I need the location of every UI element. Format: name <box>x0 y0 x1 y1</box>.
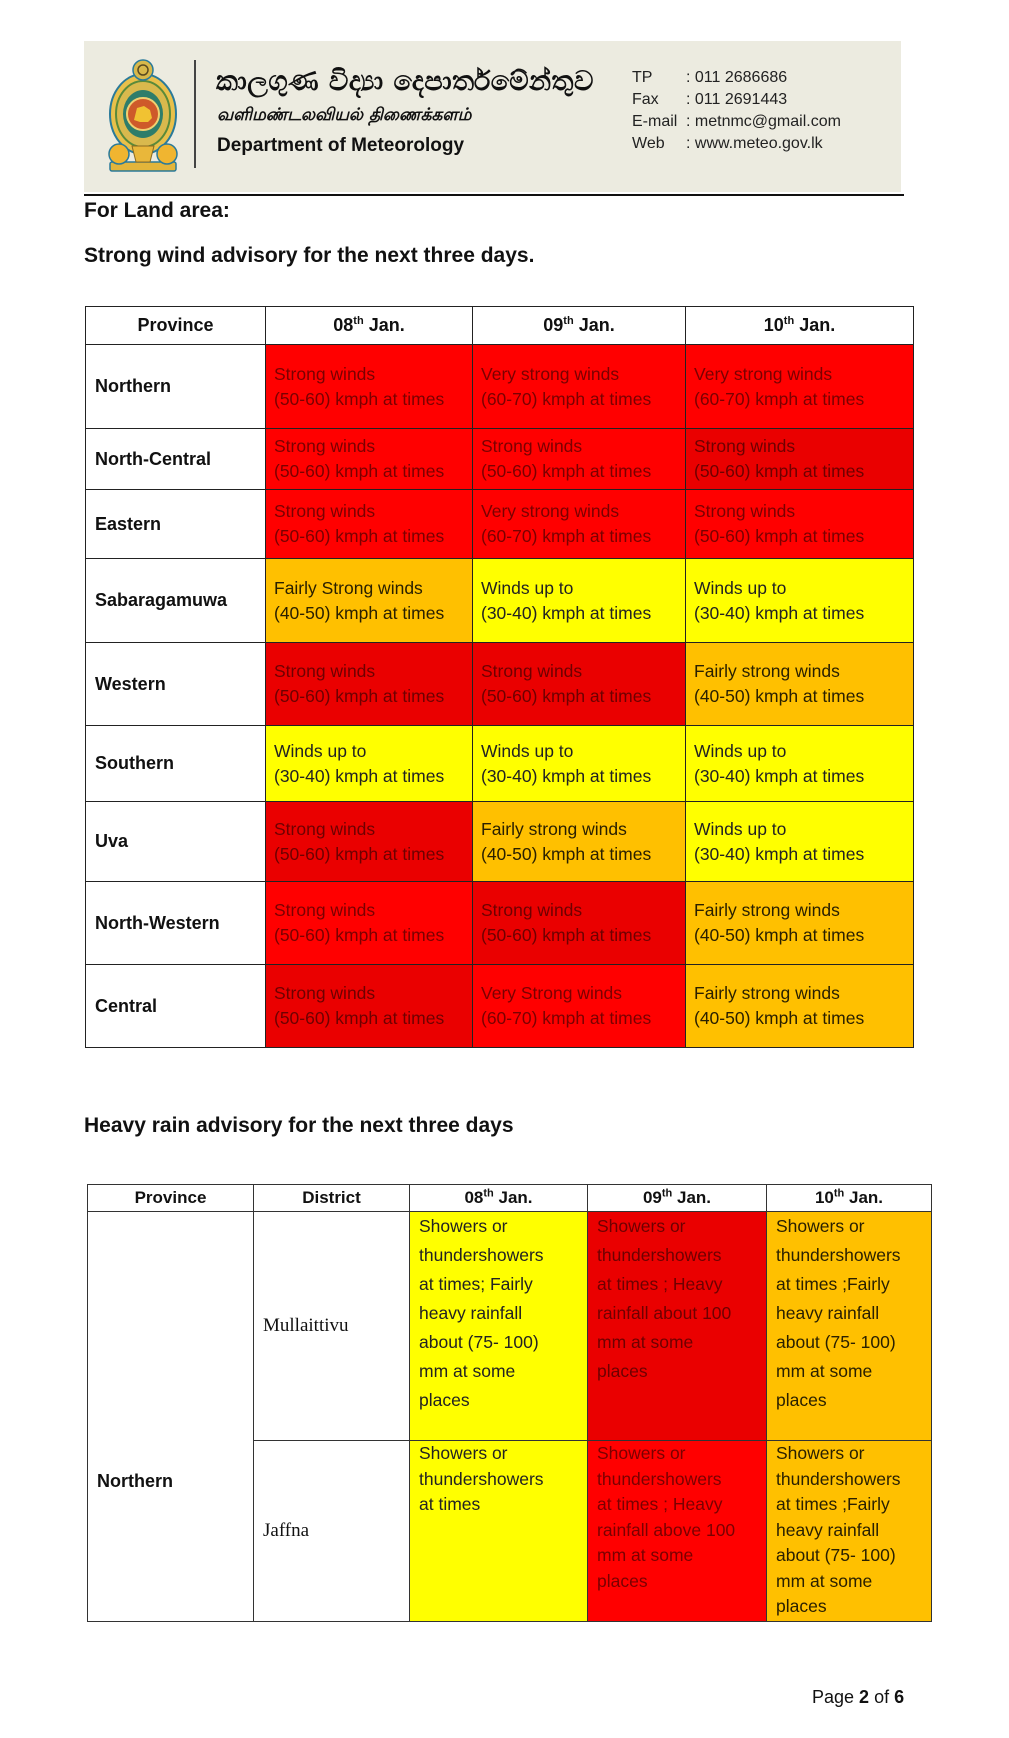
table-row <box>86 345 914 429</box>
advisory-range: (50-60) kmph at times <box>481 686 652 706</box>
advisory-cell <box>473 643 686 726</box>
advisory-line: mm at some <box>419 1361 516 1381</box>
advisory-line: at times ; Heavy <box>597 1274 723 1294</box>
advisory-range: (40-50) kmph at times <box>481 843 652 864</box>
advisory-range: (30-40) kmph at times <box>481 602 652 623</box>
day-month: Jan. <box>672 1188 712 1207</box>
advisory-cell <box>767 1212 932 1441</box>
contact-label: TP <box>632 69 653 86</box>
advisory-range: (50-60) kmph at times <box>274 843 445 864</box>
advisory-line: thundershowers <box>597 1245 722 1265</box>
column-header-day <box>410 1185 588 1212</box>
advisory-range: (50-60) kmph at times <box>481 925 652 945</box>
day-suffix: th <box>833 1187 845 1200</box>
contact-label: Fax <box>632 91 659 108</box>
advisory-line: heavy rainfall <box>419 1303 523 1323</box>
advisory-line: about (75- 100) <box>419 1332 539 1352</box>
advisory-line: about (75- 100) <box>776 1332 896 1352</box>
contact-label: Web <box>632 135 665 152</box>
contact-value: : 011 2691443 <box>686 91 788 108</box>
advisory-range: (50-60) kmph at times <box>694 526 865 546</box>
table-header-row <box>88 1185 932 1212</box>
page-of: of <box>869 1687 895 1707</box>
advisory-line: heavy rainfall <box>776 1519 880 1540</box>
advisory-range: (30-40) kmph at times <box>274 765 445 786</box>
advisory-range: (30-40) kmph at times <box>694 602 865 623</box>
advisory-cell <box>588 1441 767 1622</box>
table-row <box>86 726 914 802</box>
advisory-line: Very strong winds <box>481 501 620 521</box>
advisory-cell <box>266 345 473 429</box>
advisory-line: Fairly strong winds <box>694 661 840 681</box>
advisory-cell <box>473 882 686 965</box>
province-cell: Northern <box>86 345 266 429</box>
advisory-cell <box>266 882 473 965</box>
advisory-cell <box>266 726 473 802</box>
advisory-line: thundershowers <box>776 1468 901 1489</box>
advisory-cell <box>686 490 914 559</box>
tamil-title: வளிமண்டலவியல் திணைக்களம் <box>217 105 472 125</box>
advisory-cell <box>266 559 473 643</box>
advisory-line: Strong winds <box>481 661 583 681</box>
land-heading: For Land area: <box>84 199 230 222</box>
advisory-range: (50-60) kmph at times <box>481 461 652 481</box>
province-cell: Southern <box>86 726 266 802</box>
advisory-line: mm at some <box>776 1361 873 1381</box>
day-month: Jan. <box>363 315 405 335</box>
day-number: 10 <box>763 315 784 335</box>
advisory-line: Showers or <box>776 1443 865 1463</box>
advisory-line: places <box>597 1570 648 1591</box>
rain-advisory-table <box>87 1184 932 1622</box>
day-month: Jan. <box>493 1188 533 1207</box>
advisory-line: at times <box>419 1494 481 1514</box>
advisory-range: (50-60) kmph at times <box>274 686 445 706</box>
advisory-range: (50-60) kmph at times <box>274 461 445 481</box>
advisory-range: (30-40) kmph at times <box>694 843 865 864</box>
day-suffix: th <box>783 315 795 327</box>
province-cell: Uva <box>86 802 266 882</box>
advisory-line: Strong winds <box>481 436 583 456</box>
advisory-range: (50-60) kmph at times <box>274 388 445 409</box>
advisory-line: Strong winds <box>274 661 376 681</box>
advisory-cell <box>473 490 686 559</box>
advisory-line: about (75- 100) <box>776 1545 896 1565</box>
day-suffix: th <box>661 1187 673 1200</box>
day-month: Jan. <box>573 315 615 335</box>
province-cell: Sabaragamuwa <box>86 559 266 643</box>
day-number: 09 <box>642 1188 662 1207</box>
advisory-line: Winds up to <box>274 740 367 761</box>
day-number: 08 <box>333 315 354 335</box>
advisory-line: Strong winds <box>694 436 796 456</box>
advisory-line: Very Strong winds <box>481 983 623 1003</box>
contact-value[interactable]: : www.meteo.gov.lk <box>686 135 823 152</box>
advisory-range: (50-60) kmph at times <box>274 1008 445 1028</box>
page-total: 6 <box>894 1687 905 1707</box>
advisory-line: Winds up to <box>694 818 787 839</box>
advisory-range: (50-60) kmph at times <box>274 925 445 945</box>
advisory-cell <box>266 429 473 490</box>
contact-value[interactable]: : metnmc@gmail.com <box>686 113 841 130</box>
wind-title: Strong wind advisory for the next three days. <box>84 244 535 267</box>
advisory-line: places <box>776 1596 827 1616</box>
column-header-day <box>686 307 914 345</box>
advisory-line: mm at some <box>776 1570 873 1591</box>
advisory-cell <box>686 882 914 965</box>
advisory-cell <box>686 965 914 1048</box>
advisory-line: Winds up to <box>694 577 787 598</box>
province-cell: Central <box>86 965 266 1048</box>
table-row <box>86 965 914 1048</box>
advisory-line: rainfall above 100 <box>597 1519 736 1540</box>
advisory-line: Strong winds <box>274 983 376 1003</box>
advisory-range: (40-50) kmph at times <box>274 602 445 623</box>
advisory-cell <box>686 802 914 882</box>
advisory-range: (40-50) kmph at times <box>694 925 865 945</box>
advisory-line: Strong winds <box>274 436 376 456</box>
advisory-cell <box>266 965 473 1048</box>
advisory-cell <box>588 1212 767 1441</box>
advisory-line: Strong winds <box>481 900 583 920</box>
advisory-line: Winds up to <box>481 740 574 761</box>
table-row <box>86 429 914 490</box>
contact-value: : 011 2686686 <box>686 69 788 86</box>
advisory-line: Fairly Strong winds <box>274 577 423 598</box>
advisory-range: (30-40) kmph at times <box>694 765 865 786</box>
page-number <box>812 1687 904 1708</box>
advisory-cell <box>410 1441 588 1622</box>
advisory-line: Showers or <box>419 1216 508 1236</box>
province-cell: Northern <box>88 1212 254 1622</box>
province-cell: North-Western <box>86 882 266 965</box>
table-row <box>86 559 914 643</box>
advisory-line: Showers or <box>776 1216 865 1236</box>
advisory-line: mm at some <box>597 1545 694 1565</box>
advisory-cell <box>686 726 914 802</box>
advisory-range: (40-50) kmph at times <box>694 1008 865 1028</box>
day-month: Jan. <box>794 315 836 335</box>
advisory-cell <box>686 559 914 643</box>
page-current: 2 <box>859 1687 870 1707</box>
advisory-line: heavy rainfall <box>776 1303 880 1323</box>
column-header-district: District <box>254 1185 410 1212</box>
advisory-range: (50-60) kmph at times <box>274 526 445 546</box>
advisory-line: mm at some <box>597 1332 694 1352</box>
page-prefix: Page <box>812 1687 860 1707</box>
advisory-line: Strong winds <box>274 818 376 839</box>
advisory-line: Fairly strong winds <box>694 983 840 1003</box>
advisory-line: thundershowers <box>597 1468 722 1489</box>
district-cell: Jaffna <box>254 1441 410 1622</box>
advisory-cell <box>686 429 914 490</box>
advisory-line: thundershowers <box>776 1245 901 1265</box>
advisory-line: thundershowers <box>419 1468 544 1489</box>
advisory-line: Fairly strong winds <box>694 900 840 920</box>
header-rule <box>84 194 904 196</box>
rain-title: Heavy rain advisory for the next three days <box>84 1114 514 1137</box>
advisory-range: (60-70) kmph at times <box>481 526 652 546</box>
column-header-day <box>767 1185 932 1212</box>
advisory-line: Very strong winds <box>481 363 620 384</box>
advisory-range: (40-50) kmph at times <box>694 686 865 706</box>
advisory-cell <box>266 490 473 559</box>
province-cell: Western <box>86 643 266 726</box>
advisory-line: Showers or <box>597 1216 686 1236</box>
advisory-cell <box>473 429 686 490</box>
column-header-day <box>473 307 686 345</box>
advisory-line: Strong winds <box>694 501 796 521</box>
advisory-line: at times ;Fairly <box>776 1494 890 1514</box>
advisory-line: Fairly strong winds <box>481 818 627 839</box>
advisory-line: Strong winds <box>274 900 376 920</box>
advisory-line: at times; Fairly <box>419 1274 533 1294</box>
advisory-line: places <box>419 1390 470 1410</box>
advisory-line: thundershowers <box>419 1245 544 1265</box>
advisory-line: places <box>776 1390 827 1410</box>
advisory-line: Strong winds <box>274 363 376 384</box>
column-header-province: Province <box>88 1185 254 1212</box>
advisory-cell <box>266 802 473 882</box>
day-suffix: th <box>353 315 364 327</box>
advisory-cell <box>473 559 686 643</box>
table-row <box>86 643 914 726</box>
advisory-cell <box>473 726 686 802</box>
column-header-day <box>266 307 473 345</box>
advisory-line: at times ;Fairly <box>776 1274 890 1294</box>
advisory-cell <box>473 802 686 882</box>
table-row <box>86 802 914 882</box>
advisory-line: rainfall about 100 <box>597 1303 732 1323</box>
english-title: Department of Meteorology <box>217 135 465 156</box>
contact-fax <box>632 91 787 109</box>
advisory-cell <box>686 643 914 726</box>
advisory-cell <box>686 345 914 429</box>
day-suffix: th <box>563 315 574 327</box>
advisory-range: (60-70) kmph at times <box>481 1008 652 1028</box>
contact-tp <box>632 69 787 87</box>
day-number: 09 <box>543 315 564 335</box>
header-divider <box>194 60 196 168</box>
day-month: Jan. <box>844 1188 884 1207</box>
advisory-line: Winds up to <box>694 740 787 761</box>
advisory-range: (60-70) kmph at times <box>481 388 652 409</box>
advisory-range: (60-70) kmph at times <box>694 388 865 409</box>
advisory-range: (30-40) kmph at times <box>481 765 652 786</box>
day-number: 10 <box>814 1188 834 1207</box>
advisory-line: places <box>597 1361 648 1381</box>
advisory-range: (50-60) kmph at times <box>694 461 865 481</box>
province-cell: Eastern <box>86 490 266 559</box>
sri-lanka-emblem-icon <box>104 58 182 173</box>
advisory-line: Winds up to <box>481 577 574 598</box>
advisory-line: Showers or <box>419 1443 508 1463</box>
advisory-cell <box>767 1441 932 1622</box>
table-row <box>86 490 914 559</box>
day-suffix: th <box>483 1187 494 1200</box>
wind-advisory-table <box>85 306 914 1048</box>
advisory-cell <box>266 643 473 726</box>
advisory-line: Strong winds <box>274 501 376 521</box>
contact-label: E-mail <box>632 113 678 130</box>
advisory-cell <box>410 1212 588 1441</box>
advisory-line: at times ; Heavy <box>597 1494 723 1514</box>
advisory-line: Very strong winds <box>694 363 833 384</box>
advisory-line: Showers or <box>597 1443 686 1463</box>
contact-email <box>632 113 841 131</box>
column-header-day <box>588 1185 767 1212</box>
day-number: 08 <box>464 1188 484 1207</box>
column-header-province: Province <box>86 307 266 345</box>
table-header-row <box>86 307 914 345</box>
district-cell: Mullaittivu <box>254 1212 410 1441</box>
sinhala-title: කාලගුණ විද්‍යා දෙපාර්තමේන්තුව <box>216 66 594 97</box>
table-row <box>86 882 914 965</box>
contact-web <box>632 135 823 153</box>
table-row <box>88 1212 932 1441</box>
advisory-cell <box>473 345 686 429</box>
province-cell: North-Central <box>86 429 266 490</box>
advisory-cell <box>473 965 686 1048</box>
